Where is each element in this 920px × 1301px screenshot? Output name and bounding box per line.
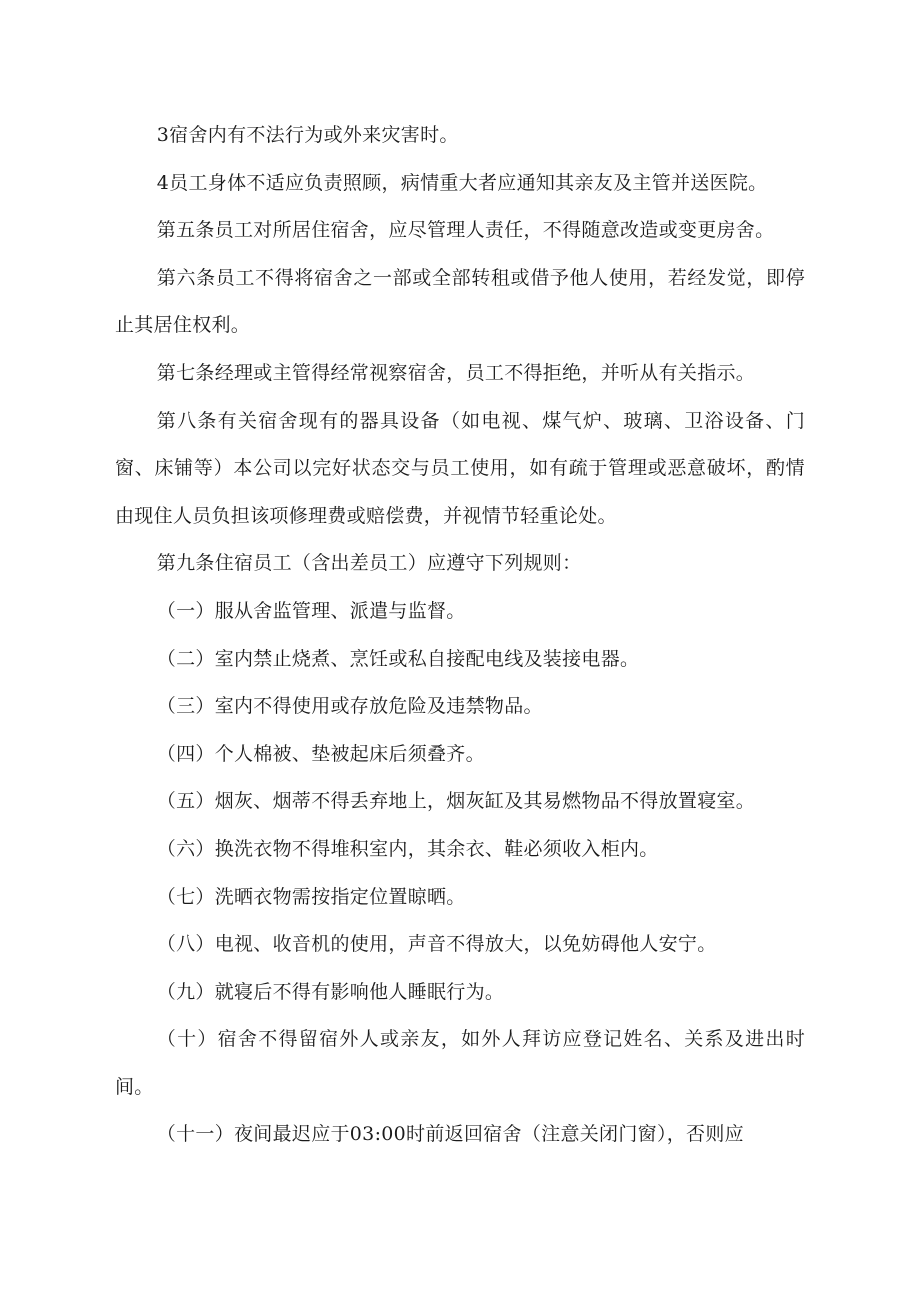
article-6: 第六条员工不得将宿舍之一部或全部转租或借予他人使用，若经发觉，即停止其居住权利。: [115, 266, 805, 337]
document-body: [115, 112, 805, 1159]
rule-2: （二）室内禁止烧煮、烹饪或私自接配电线及装接电器。: [156, 647, 640, 670]
article-7: 第七条经理或主管得经常视察宿舍，员工不得拒绝，并听从有关指示。: [156, 361, 756, 384]
rule-4: （四）个人棉被、垫被起床后须叠齐。: [156, 742, 485, 765]
rule-3: （三）室内不得使用或存放危险及违禁物品。: [156, 695, 543, 718]
paragraph-item-4: 4员工身体不适应负责照顾，病情重大者应通知其亲友及主管并送医院。: [156, 171, 768, 194]
rule-1: （一）服从舍监管理、派遣与监督。: [156, 599, 466, 622]
paragraph-item-3: 3宿舍内有不法行为或外来灾害时。: [156, 124, 459, 146]
article-8: 第八条有关宿舍现有的器具设备（如电视、煤气炉、玻璃、卫浴设备、门窗、床铺等）本公司以完好状态交与员工使用，如有疏于管理或恶意破坏，酌情由现住人员负担该项修理费或赔偿费，并视情节轻重论处。: [115, 409, 805, 527]
rule-6: （六）换洗衣物不得堆积室内，其余衣、鞋必须收入柜内。: [156, 837, 659, 860]
rule-9: （九）就寝后不得有影响他人睡眠行为。: [156, 980, 505, 1003]
article-9: 第九条住宿员工（含出差员工）应遵守下列规则：: [156, 552, 582, 575]
rule-5: （五）烟灰、烟蒂不得丢弃地上，烟灰缸及其易燃物品不得放置寝室。: [156, 790, 756, 813]
article-5: 第五条员工对所居住宿舍，应尽管理人责任，不得随意改造或变更房舍。: [156, 219, 775, 242]
rule-7: （七）洗晒衣物需按指定位置晾晒。: [156, 885, 466, 908]
rule-10: （十）宿舍不得留宿外人或亲友，如外人拜访应登记姓名、关系及进出时间。: [115, 1028, 805, 1098]
rule-8: （八）电视、收音机的使用，声音不得放大，以免妨碍他人安宁。: [156, 933, 717, 956]
rule-11: （十一）夜间最迟应于03:00时前返回宿舍（注意关闭门窗），否则应: [156, 1123, 744, 1146]
